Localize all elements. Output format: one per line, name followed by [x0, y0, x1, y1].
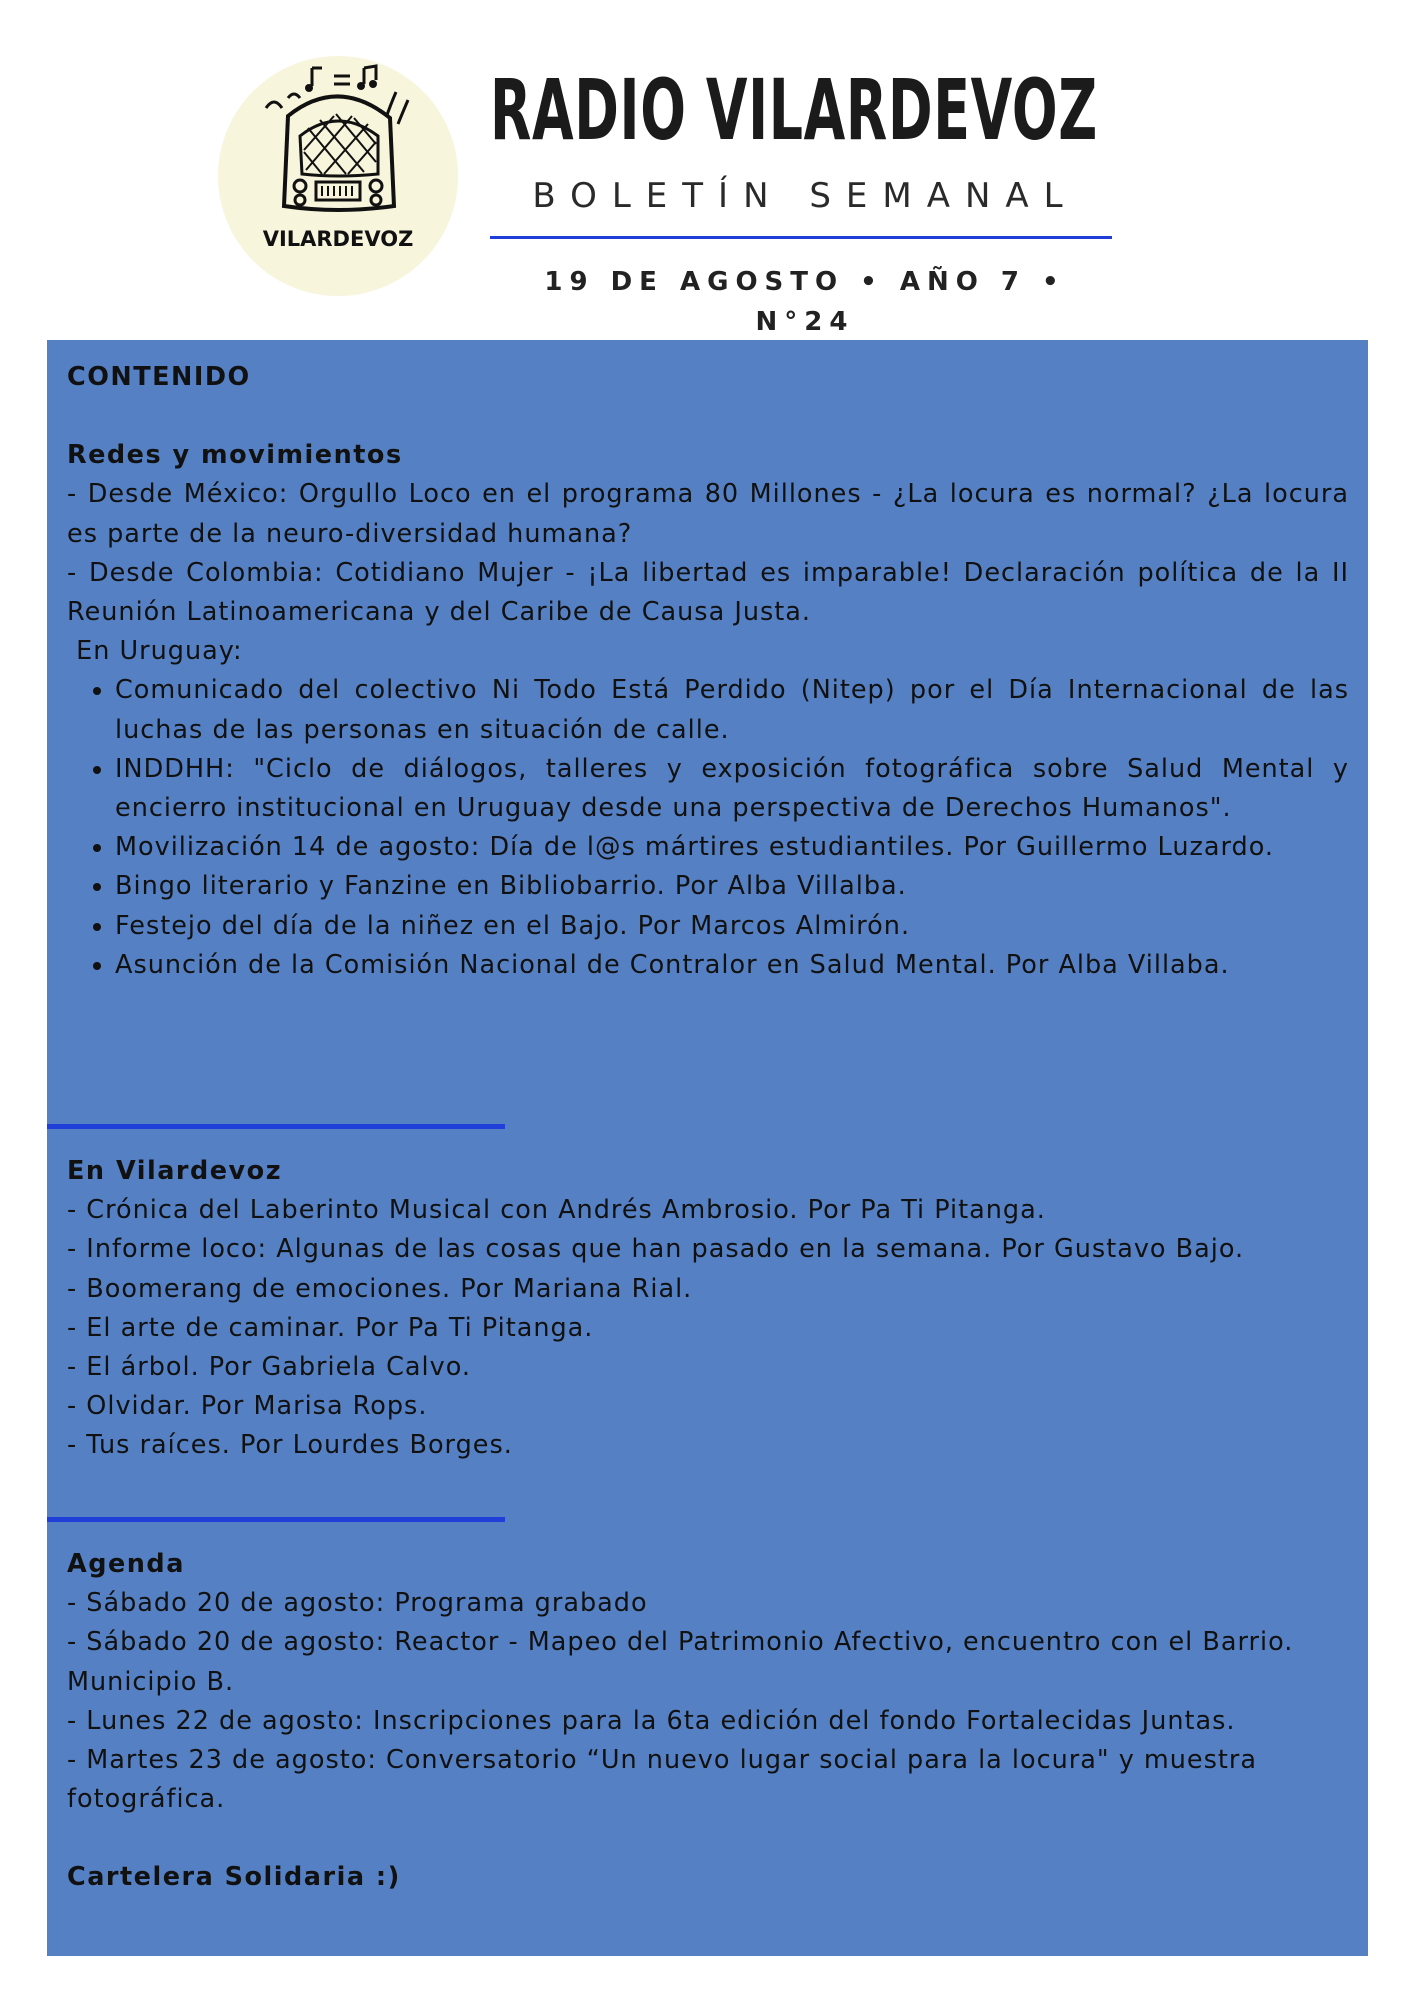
- section-divider: [47, 1124, 505, 1129]
- newsletter-title: RADIO VILARDEVOZ: [490, 61, 1098, 159]
- contents-panel: [47, 340, 1368, 1956]
- agenda-section: [67, 1545, 1349, 1898]
- redes-item: - Desde México: Orgullo Loco en el programa 80 Millones - ¿La locura es normal? ¿La locura es parte de la neuro-diversidad humana?: [67, 479, 1349, 549]
- list-item: - El arte de caminar. Por Pa Ti Pitanga.: [67, 1312, 594, 1343]
- spacer: [67, 1819, 1349, 1858]
- list-item: - Martes 23 de agosto: Conversatorio “Un nuevo lugar social para la locura" y muestra fotográfica.: [67, 1745, 1257, 1815]
- list-item: - Sábado 20 de agosto: Programa grabado: [67, 1588, 648, 1619]
- list-item: - El árbol. Por Gabriela Calvo.: [67, 1352, 471, 1383]
- list-item: - Sábado 20 de agosto: Reactor - Mapeo del Patrimonio Afectivo, encuentro con el Barrio. Municipio B.: [67, 1627, 1294, 1697]
- logo-wordmark: VILARDEVOZ: [262, 227, 414, 251]
- spacer: [67, 397, 1349, 436]
- redes-item: - Desde Colombia: Cotidiano Mujer - ¡La libertad es imparable! Declaración política de la II Reunión Latinoamericana y del Caribe de Causa Justa.: [67, 557, 1349, 628]
- list-item: - Olvidar. Por Marisa Rops.: [67, 1391, 428, 1422]
- list-item: - Boomerang de emociones. Por Mariana Rial.: [67, 1273, 693, 1304]
- list-item: • Festejo del día de la niñez en el Bajo. Por Marcos Almirón.: [115, 907, 1349, 946]
- list-item: - Lunes 22 de agosto: Inscripciones para la 6ta edición del fondo Fortalecidas Juntas.: [67, 1705, 1236, 1736]
- list-item: - Crónica del Laberinto Musical con Andrés Ambrosio. Por Pa Ti Pitanga.: [67, 1195, 1046, 1226]
- section-divider: [47, 1517, 505, 1522]
- list-item: • Asunción de la Comisión Nacional de Contralor en Salud Mental. Por Alba Villaba.: [115, 946, 1349, 985]
- list-item: • INDDHH: "Ciclo de diálogos, talleres y exposición fotográfica sobre Salud Mental y encierro institucional en Uruguay desde una perspectiva de Derechos Humanos".: [115, 750, 1349, 828]
- list-item: • Comunicado del colectivo Ni Todo Está Perdido (Nitep) por el Día Internacional de las luchas de las personas en situación de calle.: [115, 671, 1349, 749]
- list-item: - Informe loco: Algunas de las cosas que han pasado en la semana. Por Gustavo Bajo.: [67, 1234, 1245, 1265]
- header-divider: [490, 236, 1112, 239]
- list-item: • Bingo literario y Fanzine en Bibliobarrio. Por Alba Villalba.: [115, 867, 1349, 906]
- newsletter-subtitle: BOLETÍN SEMANAL: [532, 176, 1078, 216]
- agenda-heading: Agenda: [67, 1549, 185, 1579]
- redes-heading: Redes y movimientos: [67, 440, 403, 471]
- vilardevoz-section: [67, 1152, 1349, 1466]
- radio-logo: [218, 56, 458, 296]
- radio-drawing-icon: [218, 56, 458, 296]
- issue-dateline: 19 DE AGOSTO • AÑO 7 • N°24: [544, 267, 1066, 337]
- cartelera-heading: Cartelera Solidaria :): [67, 1862, 401, 1893]
- contents-text: [67, 358, 1349, 985]
- list-item: - Tus raíces. Por Lourdes Borges.: [67, 1430, 513, 1461]
- vilardevoz-heading: En Vilardevoz: [67, 1156, 283, 1186]
- uruguay-label: En Uruguay:: [67, 636, 243, 667]
- contents-heading: CONTENIDO: [67, 362, 251, 392]
- list-item: • Movilización 14 de agosto: Día de l@s mártires estudiantiles. Por Guillermo Luzardo.: [115, 828, 1349, 867]
- uruguay-list: [67, 671, 1349, 985]
